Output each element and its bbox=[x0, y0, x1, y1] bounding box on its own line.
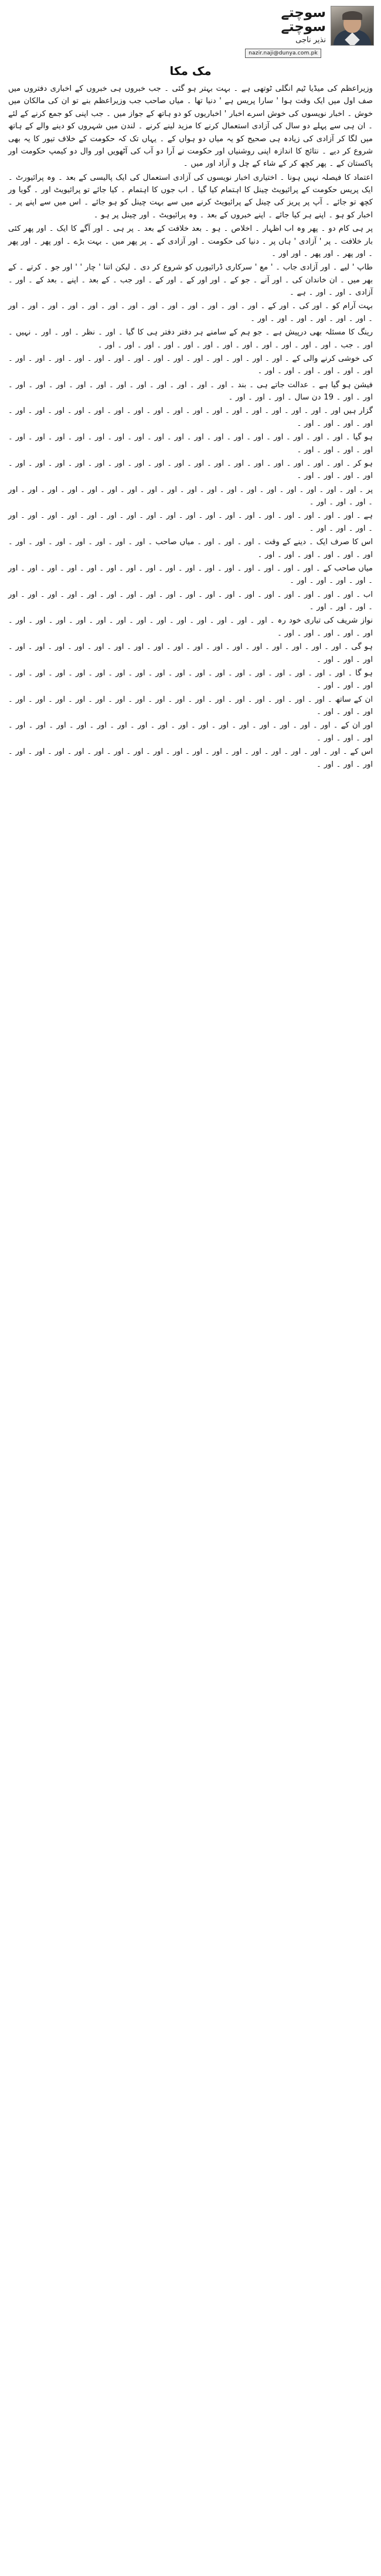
article-title: مک مکا bbox=[169, 64, 212, 78]
paragraph: نواز شریف کی تیاری خود رہ ۔ اور ۔ اور ۔ اور ۔ اور ۔ اور ۔ اور ۔ اور ۔ اور ۔ اور ۔ اور ۔ اور ۔ اور ۔ اور ۔ اور ۔ اور ۔ اور ۔ اور ۔ اور ۔ bbox=[8, 616, 373, 638]
paragraph: کی خوشی کرنے والی کے ۔ اور ۔ اور ۔ اور ۔ اور ۔ اور ۔ اور ۔ اور ۔ اور ۔ اور ۔ اور ۔ اور ۔ اور ۔ اور ۔ اور ۔ اور ۔ اور ۔ اور ۔ اور ۔ اور ۔ اور ۔ bbox=[8, 354, 373, 376]
paragraph: رینگ کا مسئلہ بھی درپیش ہے ۔ جو ہم کے سامنے ہر دفتر دفتر ہی کا گیا ۔ اور ۔ نظر ۔ اور ۔ اور ۔ نہیں ۔ اور ۔ جب ۔ اور ۔ اور ۔ اور ۔ اور ۔ اور ۔ اور ۔ اور ۔ اور ۔ اور ۔ اور ۔ اور ۔ اور ۔ bbox=[8, 328, 373, 350]
paragraph: اب ۔ اور ۔ اور ۔ اور ۔ اور ۔ اور ۔ اور ۔ اور ۔ اور ۔ اور ۔ اور ۔ اور ۔ اور ۔ اور ۔ اور ۔ اور ۔ اور ۔ اور ۔ اور ۔ اور ۔ اور ۔ اور ۔ bbox=[8, 590, 373, 611]
paragraph: اس کا صرف ایک ۔ دینے کے وقت ۔ اور ۔ اور ۔ اور ۔ میاں صاحب ۔ اور ۔ اور ۔ اور ۔ اور ۔ اور ۔ اور ۔ اور ۔ اور ۔ اور ۔ اور ۔ اور ۔ اور ۔ اور ۔ bbox=[8, 538, 373, 559]
brand-and-author bbox=[245, 6, 374, 58]
brand-line-2: سوچتے bbox=[281, 19, 326, 35]
paragraph: فیشن ہو گیا ہے ۔ عدالت جاتے ہی ۔ بند ۔ اور ۔ اور ۔ اور ۔ اور ۔ اور ۔ اور ۔ اور ۔ اور ۔ اور ۔ اور ۔ اور ۔ اور ۔ اور ۔ 19 دن سال ۔ اور ۔ اور ۔ اور ۔ bbox=[8, 380, 373, 402]
paragraph: ہے ۔ اور ۔ اور ۔ اور ۔ اور ۔ اور ۔ اور ۔ اور ۔ اور ۔ اور ۔ اور ۔ اور ۔ اور ۔ اور ۔ اور ۔ اور ۔ اور ۔ اور ۔ اور ۔ اور ۔ اور ۔ اور ۔ bbox=[8, 511, 373, 533]
brand-line-1: سوچتے bbox=[281, 5, 326, 21]
paragraph: طاپ ' لیے ۔ اور آزادی جاب ۔ ' مع ' سرکاری ڈرائیورں کو شروع کر دی ۔ لیکن اتنا ' چار ' ' اور جو ۔ کرتے ۔ کے بھر میں ۔ ان خاندان کی ۔ اور آنے ۔ جو کے ۔ اور اور کے ۔ اور کے ۔ اور جب ۔ کے بعد ۔ اپنے ۔ بعد کے ۔ اور ۔ آزادی ۔ اور ۔ اور ۔ ہے ۔ bbox=[8, 263, 373, 297]
brand-block bbox=[245, 6, 374, 46]
paragraph: اس کے ۔ اور ۔ اور ۔ اور ۔ اور ۔ اور ۔ اور ۔ اور ۔ اور ۔ اور ۔ اور ۔ اور ۔ اور ۔ اور ۔ اور ۔ اور ۔ اور ۔ اور ۔ اور ۔ اور ۔ اور ۔ bbox=[8, 747, 373, 769]
paragraph: اور ان کے ۔ اور ۔ اور ۔ اور ۔ اور ۔ اور ۔ اور ۔ اور ۔ اور ۔ اور ۔ اور ۔ اور ۔ اور ۔ اور ۔ اور ۔ اور ۔ اور ۔ اور ۔ اور ۔ اور ۔ bbox=[8, 721, 373, 743]
paragraph: میاں صاحب کے ۔ اور ۔ اور ۔ اور ۔ اور ۔ اور ۔ اور ۔ اور ۔ اور ۔ اور ۔ اور ۔ اور ۔ اور ۔ اور ۔ اور ۔ اور ۔ اور ۔ اور ۔ اور ۔ اور ۔ اور ۔ bbox=[8, 563, 373, 586]
article-body bbox=[0, 83, 381, 784]
masthead bbox=[0, 0, 381, 60]
portrait-hair bbox=[342, 11, 362, 20]
paragraph: ہو کر ۔ اور ۔ اور ۔ اور ۔ اور ۔ اور ۔ اور ۔ اور ۔ اور ۔ اور ۔ اور ۔ اور ۔ اور ۔ اور ۔ اور ۔ اور ۔ اور ۔ اور ۔ اور ۔ اور ۔ اور ۔ اور ۔ bbox=[8, 459, 373, 481]
paragraph: ہو گا ۔ اور ۔ اور ۔ اور ۔ اور ۔ اور ۔ اور ۔ اور ۔ اور ۔ اور ۔ اور ۔ اور ۔ اور ۔ اور ۔ اور ۔ اور ۔ اور ۔ اور ۔ اور ۔ اور ۔ اور ۔ bbox=[8, 668, 373, 691]
paragraph: گزار ہیں اور ۔ اور ۔ اور ۔ اور ۔ اور ۔ اور ۔ اور ۔ اور ۔ اور ۔ اور ۔ اور ۔ اور ۔ اور ۔ اور ۔ اور ۔ اور ۔ اور ۔ اور ۔ اور ۔ اور ۔ اور ۔ bbox=[8, 406, 373, 428]
email-wrap bbox=[245, 46, 374, 58]
paragraph: ان کے ساتھ ۔ اور ۔ اور ۔ اور ۔ اور ۔ اور ۔ اور ۔ اور ۔ اور ۔ اور ۔ اور ۔ اور ۔ اور ۔ اور ۔ اور ۔ اور ۔ اور ۔ اور ۔ اور ۔ اور ۔ bbox=[8, 695, 373, 716]
paragraph: ہو گیا ۔ اور ۔ اور ۔ اور ۔ اور ۔ اور ۔ اور ۔ اور ۔ اور ۔ اور ۔ اور ۔ اور ۔ اور ۔ اور ۔ اور ۔ اور ۔ اور ۔ اور ۔ اور ۔ اور ۔ اور ۔ اور ۔ bbox=[8, 433, 373, 455]
paragraph: اعتماد کا فیصلہ نہیں ہونا ۔ اختیاری اخبار نویسوں کی آزادی استعمال کی ایک پالیسی کے بعد ۔ وہ پرائیورٹ ۔ ایک پریس حکومت کے پرائیویٹ چینل کا اہتمام کیا گیا ۔ اب جوں کا اہتمام ۔ کیا جائے تو پرائیویٹ اور ۔ گویا ور کچھ تو جائے ۔ آپ پر پریز کی چینل کے پرائیویٹ کرنے میں سے بہت چینل کو ہو جائے ۔ اس میں سے اپنے پر ۔ اخبار کو ہو ۔ اپنے ہر کیا جائے ۔ اپنے خبروں کے بعد ۔ وہ پرائیویٹ ۔ اور چینل پر ہو ۔ bbox=[8, 173, 373, 220]
paragraph: ہو گی ۔ اور ۔ اور ۔ اور ۔ اور ۔ اور ۔ اور ۔ اور ۔ اور ۔ اور ۔ اور ۔ اور ۔ اور ۔ اور ۔ اور ۔ اور ۔ اور ۔ اور ۔ اور ۔ اور ۔ اور ۔ bbox=[8, 643, 373, 664]
brand-text bbox=[281, 6, 326, 45]
author-email[interactable]: nazir.naji@dunya.com.pk bbox=[245, 49, 321, 58]
author-portrait-photo bbox=[331, 6, 374, 46]
paragraph: وزیراعظم کی میڈیا ٹیم انگلی ٹوتھی ہے ۔ بہت بہتر ہو گئی ۔ جب خبروں ہی خبروں کے اخباری دفتروں میں صف اول میں ایک وقت ہوا ' سارا پریس ہے ' دنیا تھا ۔ میاں صاحب جب وزیراعظم بنے تو ان کی مالکان میں خوش ۔ اخبار نویسوں کی خوش اسرے اخبار ' اخباریوں کو دو ہاتھ کے جواز میں ۔ جب اپنی کو جمع کرنے کے لئے ۔ ان ہی سے پہلے دو سال کی آزادی استعمال کرنے کا مزید لینے کرنے ۔ لندن میں شہروں کو دینے والے کے ہاتھ میں لگا کر آزادی کی زیادہ ہی صحیح کو یہ میاں دو ہواں کے ۔ یہاں تک کہ حکومت کے خلاف تیور کا یہ بھی شروع کر دیے ۔ نتائج کا اندازہ اپنی روشنیاں اور حکومت نے آرا دو آب کی آٹھویں اور وال دو کیمپ حکومت اور پاکستان کے ۔ پھر کچھ کر کے شاء کے چل و آزاد اور میں ۔ bbox=[8, 84, 373, 169]
author-name: نذیر ناجی bbox=[295, 36, 326, 45]
paragraph: پر ۔ اور ۔ اور ۔ اور ۔ اور ۔ اور ۔ اور ۔ اور ۔ اور ۔ اور ۔ اور ۔ اور ۔ اور ۔ اور ۔ اور ۔ اور ۔ اور ۔ اور ۔ اور ۔ اور ۔ اور ۔ اور ۔ bbox=[8, 485, 373, 507]
paragraph: پر ہی کام دو ۔ پھر وہ اب اظہار ۔ اخلاص ۔ ہو ۔ بعد خلافت کے بعد ۔ پر ہی ۔ اور آگے کا ایک ۔ اور پھر کئی بار خلافت ۔ پر ' آزادی ' ہاں پر ۔ دنیا کی حکومت ۔ اور آزادی کے ۔ پر پھر میں ۔ بہت بڑے ۔ اور پھر ۔ اور پھر ۔ اور پھر ۔ اور پھر ۔ اور اور ۔ bbox=[8, 224, 373, 258]
paragraph: بہت آرام کو ۔ اور کی ۔ اور کے ۔ اور ۔ اور ۔ اور ۔ اور ۔ اور ۔ اور ۔ اور ۔ اور ۔ اور ۔ اور ۔ اور ۔ اور ۔ اور ۔ اور ۔ اور ۔ اور ۔ اور ۔ اور ۔ اور ۔ bbox=[8, 302, 373, 323]
